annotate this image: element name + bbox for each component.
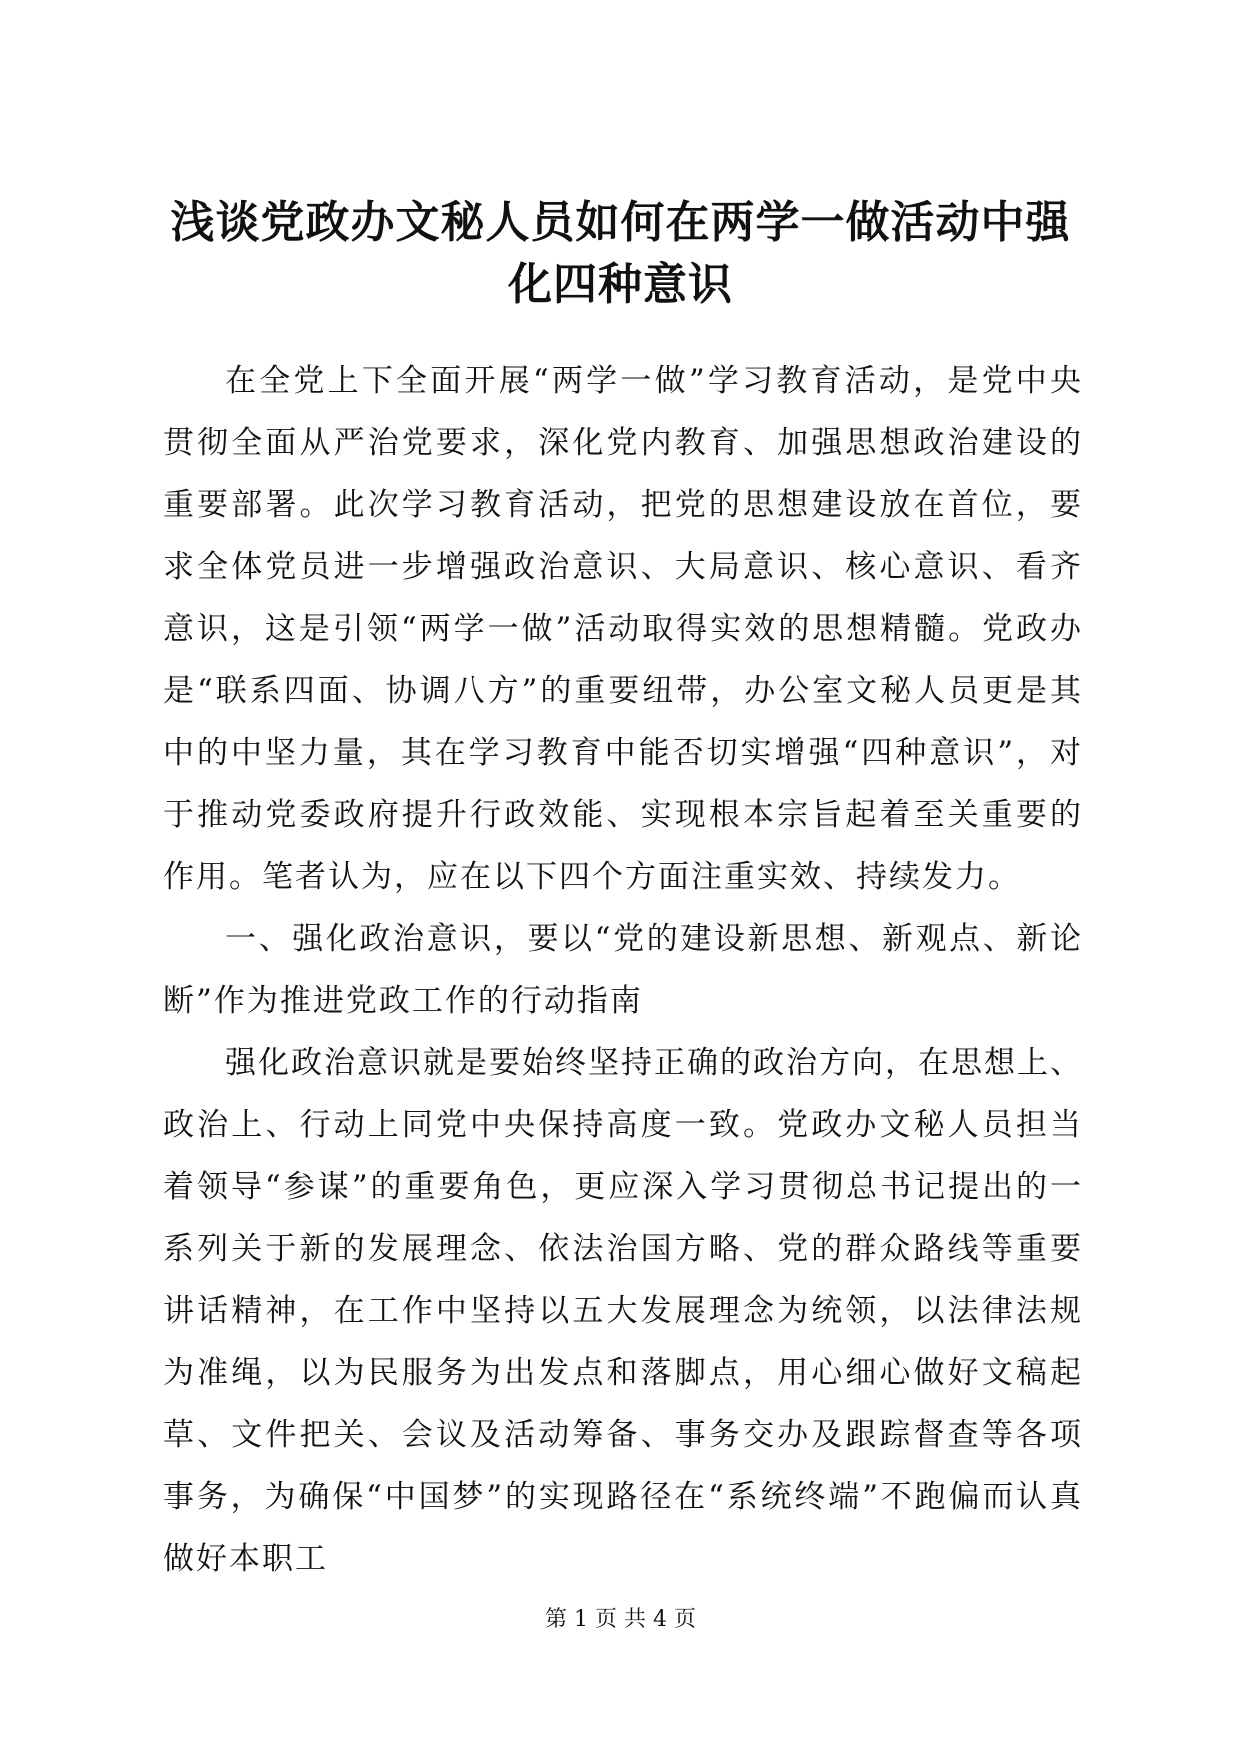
- paragraph-section-1: 强化政治意识就是要始终坚持正确的政治方向，在思想上、政治上、行动上同党中央保持高度一致。党政办文秘人员担当着领导“参谋”的重要角色，更应深入学习贯彻总书记提出的一系列关于新的发展理念、依法治国方略、党的群众路线等重要讲话精神，在工作中坚持以五大发展理念为统领，以法律法规为准绳，以为民服务为出发点和落脚点，用心细心做好文稿起草、文件把关、会议及活动筹备、事务交办及跟踪督查等各项事务，为确保“中国梦”的实现路径在“系统终端”不跑偏而认真做好本职工: [163, 1045, 1083, 1577]
- document-body: [163, 350, 1083, 1590]
- title-line-2: 化四种意识: [508, 259, 733, 310]
- title-line-1: 浅谈党政办文秘人员如何在两学一做活动中强: [170, 197, 1071, 248]
- paragraph-intro: 在全党上下全面开展“两学一做”学习教育活动，是党中央贯彻全面从严治党要求，深化党内教育、加强思想政治建设的重要部署。此次学习教育活动，把党的思想建设放在首位，要求全体党员进一步增强政治意识、大局意识、核心意识、看齐意识，这是引领“两学一做”活动取得实效的思想精髓。党政办是“联系四面、协调八方”的重要纽带，办公室文秘人员更是其中的中坚力量，其在学习教育中能否切实增强“四种意识”，对于推动党委政府提升行政效能、实现根本宗旨起着至关重要的作用。笔者认为，应在以下四个方面注重实效、持续发力。: [163, 363, 1083, 895]
- document-title: [120, 192, 1121, 316]
- section-heading-1: 一、强化政治意识，要以“党的建设新思想、新观点、新论断”作为推进党政工作的行动指南: [163, 921, 1083, 1019]
- page-footer: 第 1 页 共 4 页: [545, 1607, 696, 1632]
